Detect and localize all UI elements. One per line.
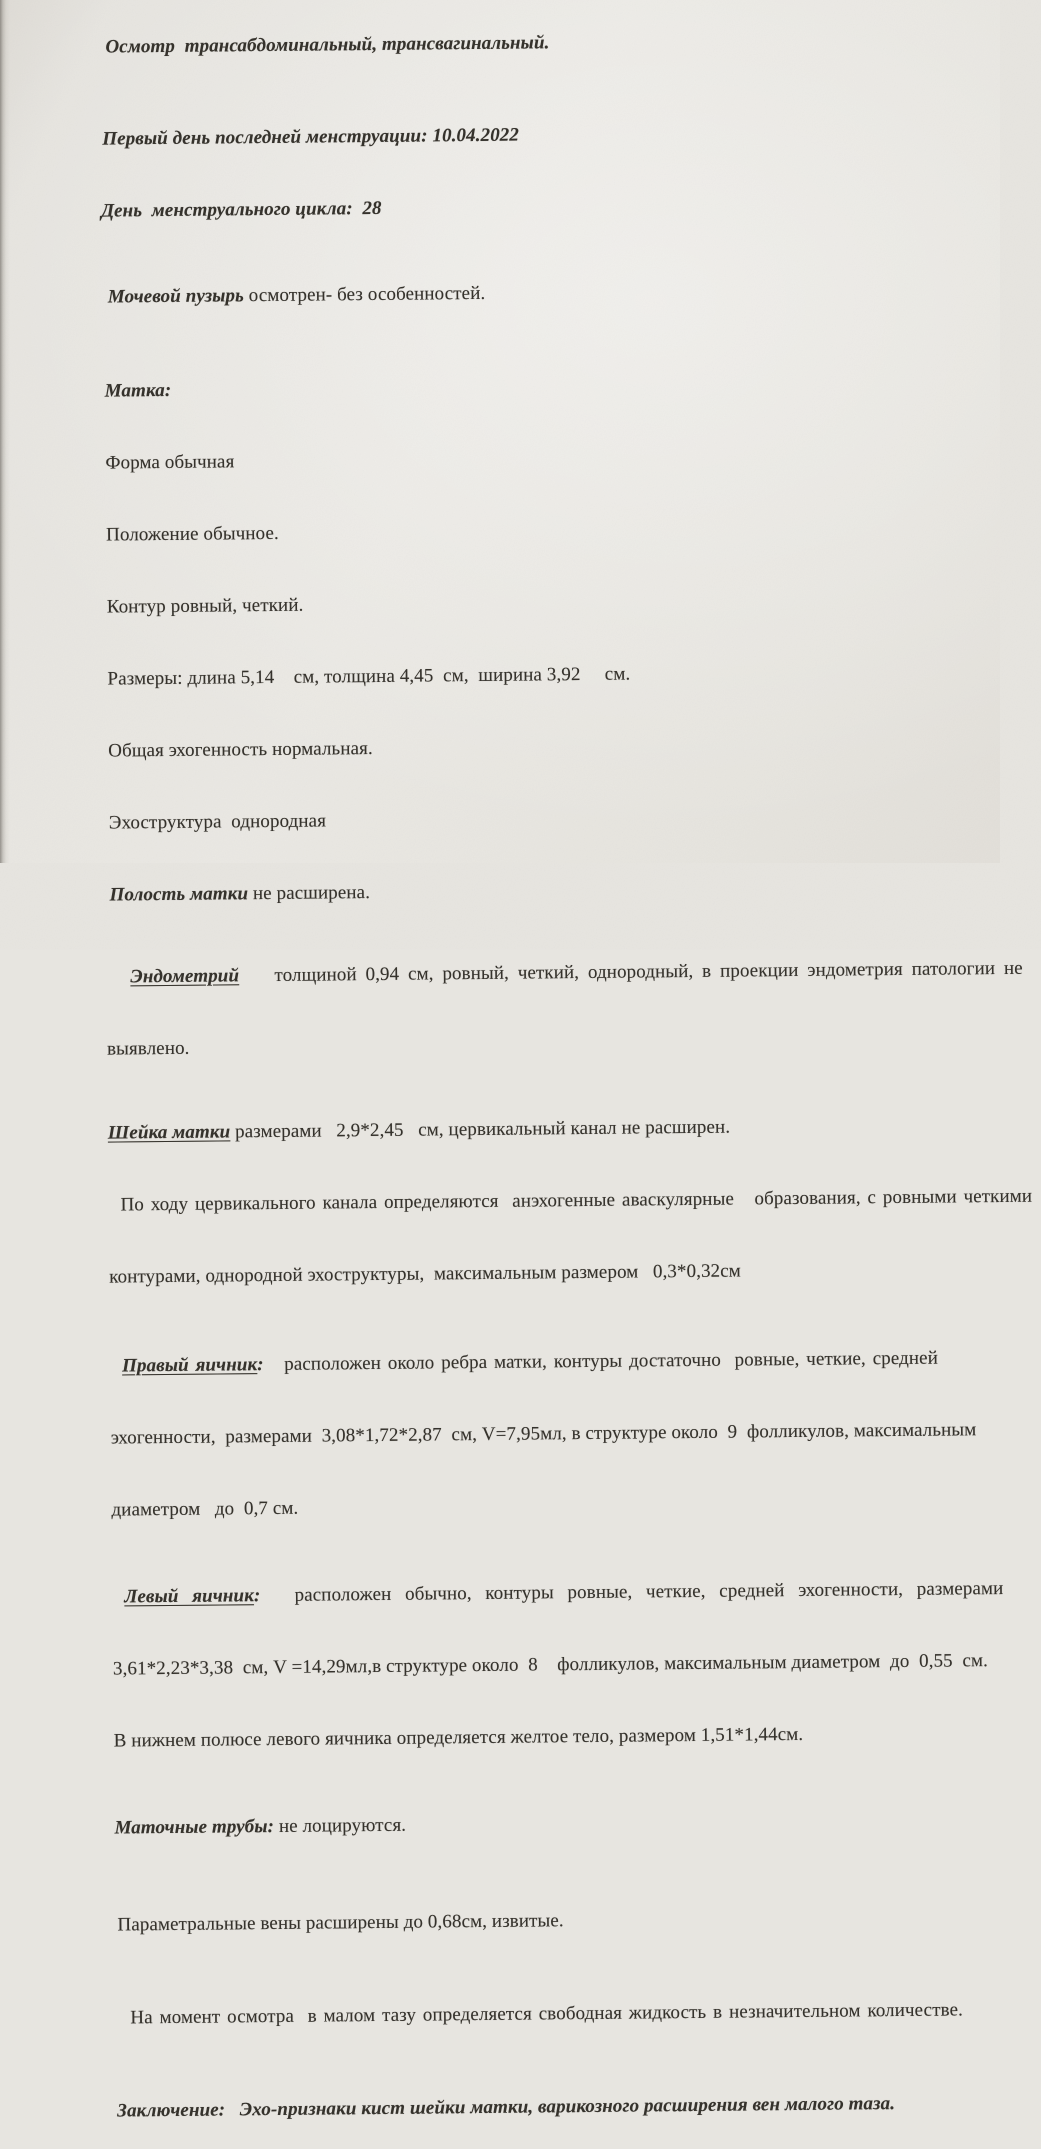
- right-ovary-line-3: [80, 1466, 965, 1546]
- cervix-text-2: По ходу цервикального канала определяются анэхогенные аваскулярные образования, с ровными четкими: [120, 1185, 1033, 1216]
- uterus-contour-line: [71, 563, 956, 643]
- free-fluid-text: На момент осмотра в малом тазу определяется свободная жидкость в незначительном количестве.: [130, 1999, 964, 2029]
- uterus-title: [69, 347, 954, 427]
- endometrium-text-1: толщиной 0,94 см, ровный, четкий, однородный, в проекции эндометрия патологии не: [238, 957, 1023, 987]
- right-ovary-colon: :: [257, 1354, 264, 1376]
- uterus-cavity-label: Полость матки: [109, 883, 249, 906]
- left-ovary-colon: :: [253, 1585, 261, 1607]
- left-ovary-text-1: расположен обычно, контуры ровные, четкие, средней эхогенности, размерами: [260, 1577, 1004, 1607]
- parametrial-veins-text: Параметральные вены расширены до 0,68см, извитые.: [117, 1910, 564, 1936]
- right-ovary-line-1: [79, 1322, 964, 1402]
- fallopian-tubes-value: не лоцируются.: [273, 1814, 407, 1838]
- uterus-cavity-line: [74, 851, 959, 931]
- cervix-label: Шейка матки: [107, 1121, 231, 1144]
- uterus-echogenicity-line: [73, 707, 958, 787]
- conclusion-text: Эхо-признаки кист шейки матки, варикозного расширения вен малого таза.: [225, 2093, 896, 2121]
- left-ovary-line-3: [82, 1697, 967, 1777]
- uterus-dimensions-line: [72, 635, 957, 715]
- cervix-text-1: размерами 2,9*2,45 см, цервикальный канал не расширен.: [230, 1116, 731, 1143]
- uterus-position-text: Положение обычное.: [106, 522, 279, 546]
- left-ovary-text-3: В нижнем полюсе левого яичника определяется желтое тело, размером 1,51*1,44см.: [113, 1723, 804, 1752]
- right-ovary-label: Правый яичник: [121, 1354, 258, 1377]
- fallopian-tubes-line: [83, 1784, 968, 1864]
- left-ovary-line-1: [81, 1553, 1004, 1633]
- uterus-shape-line: [70, 419, 955, 499]
- uterus-echostructure-line: [73, 779, 958, 859]
- left-ovary-label: Левый яичник: [124, 1585, 255, 1608]
- cycle-day-text: День менструального цикла: 28: [100, 197, 382, 222]
- bladder-value: осмотрен- без особенностей.: [243, 282, 486, 307]
- right-ovary-line-2: [79, 1394, 977, 1474]
- conclusion-label: Заключение:: [117, 2099, 226, 2122]
- uterus-position-line: [71, 491, 956, 571]
- uterus-cavity-value: не расширена.: [247, 882, 371, 905]
- right-ovary-text-1: расположен около ребра матки, контуры достаточно ровные, четкие, средней: [263, 1347, 939, 1376]
- free-fluid-line: [85, 1974, 970, 2054]
- uterus-contour-text: Контур ровный, четкий.: [106, 594, 304, 618]
- cervix-line-3: [78, 1233, 963, 1313]
- endometrium-text-2: выявлено.: [106, 1037, 190, 1060]
- last-period-text: Первый день последней менструации: 10.04.2022: [102, 124, 520, 150]
- right-ovary-text-3: диаметром до 0,7 см.: [111, 1497, 299, 1521]
- uterus-shape-text: Форма обычная: [105, 451, 235, 474]
- left-ovary-text-2: 3,61*2,23*3,38 см, V =14,29мл,в структуре около 8 фолликулов, максимальным диаметром до 0,55 см.: [112, 1650, 989, 1680]
- uterus-echogenicity-text: Общая эхогенность нормальная.: [108, 738, 373, 762]
- bladder-line: [68, 253, 953, 333]
- bladder-label: Мочевой пузырь: [107, 285, 244, 308]
- uterus-title-text: Матка:: [104, 379, 172, 402]
- endometrium-line-1: [75, 933, 1023, 1013]
- endometrium-line-2: [76, 1005, 961, 1085]
- conclusion-line: [86, 2067, 971, 2147]
- exam-method-text: Осмотр трансабдоминальный, трансвагинальный.: [105, 32, 550, 58]
- parametrial-veins-line: [84, 1881, 969, 1961]
- cervix-text-3: контурами, однородной эхоструктуры, максимальным размером 0,3*0,32см: [109, 1260, 741, 1288]
- cervix-line-1: [76, 1089, 961, 1169]
- uterus-echostructure-text: Эхоструктура однородная: [108, 810, 327, 834]
- exam-method-line: [66, 3, 951, 83]
- cervix-line-2: [77, 1161, 1033, 1241]
- fallopian-tubes-label: Маточные трубы:: [114, 1816, 275, 1839]
- last-period-line: [67, 95, 952, 175]
- endometrium-label: Эндометрий: [130, 965, 240, 988]
- right-ovary-text-2: эхогенности, размерами 3,08*1,72*2,87 см, V=7,95мл, в структуре около 9 фолликулов, максимальным: [110, 1419, 977, 1449]
- cycle-day-line: [68, 167, 953, 247]
- left-ovary-line-2: [82, 1625, 989, 1705]
- uterus-dimensions-text: Размеры: длина 5,14 см, толщина 4,45 см, ширина 3,92 см.: [107, 663, 631, 690]
